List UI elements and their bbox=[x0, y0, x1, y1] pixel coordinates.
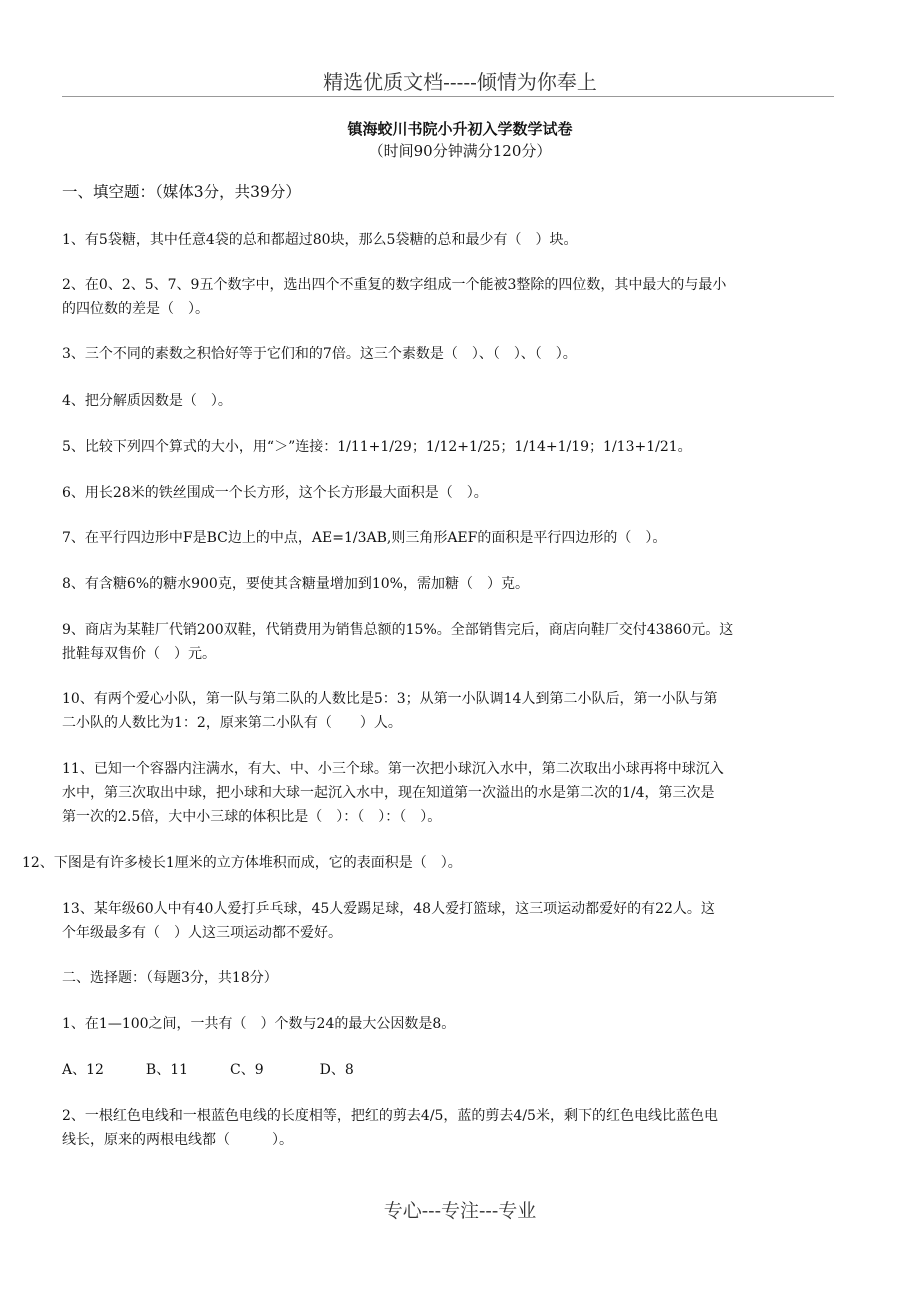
choice-question-1-options: A、12 B、11 C、9 D、8 bbox=[62, 1062, 354, 1078]
question-1: 1、有5袋糖，其中任意4袋的总和都超过80块，那么5袋糖的总和最少有（ ）块。 bbox=[62, 232, 578, 248]
question-11-line-1: 11、已知一个容器内注满水，有大、中、小三个球。第一次把小球沉入水中，第二次取出小球再将中球沉入 bbox=[62, 761, 724, 777]
question-12: 12、下图是有许多棱长1厘米的立方体堆积而成，它的表面积是（ ）。 bbox=[22, 855, 462, 871]
question-11-line-2: 水中，第三次取出中球，把小球和大球一起沉入水中，现在知道第一次溢出的水是第二次的1/4，第三次是 bbox=[62, 785, 715, 801]
question-2-line-1: 2、在0、2、5、7、9五个数字中，选出四个不重复的数字组成一个能被3整除的四位数，其中最大的与最小 bbox=[62, 277, 727, 293]
question-3: 3、三个不同的素数之积恰好等于它们和的7倍。这三个素数是（ ）、（ ）、（ ）。 bbox=[62, 346, 577, 362]
exam-title: 镇海蛟川书院小升初入学数学试卷 bbox=[347, 120, 573, 138]
choice-question-2-line-1: 2、一根红色电线和一根蓝色电线的长度相等，把红的剪去4/5，蓝的剪去4/5米，剩下的红色电线比蓝色电 bbox=[62, 1108, 718, 1124]
question-9-line-2: 批鞋每双售价（ ）元。 bbox=[62, 646, 216, 662]
page-header: 精选优质文档-----倾情为你奉上 bbox=[323, 70, 597, 94]
section-fill-in-heading: 一、填空题：（媒体3分，共39分） bbox=[62, 183, 301, 201]
question-4: 4、把分解质因数是（ ）。 bbox=[62, 393, 232, 409]
question-8: 8、有含糖6%的糖水900克，要使其含糖量增加到10%，需加糖（ ）克。 bbox=[62, 576, 529, 592]
question-11-line-3: 第一次的2.5倍，大中小三球的体积比是（ ）：（ ）：（ ）。 bbox=[62, 809, 442, 825]
page-footer: 专心---专注---专业 bbox=[383, 1200, 537, 1222]
header-divider bbox=[62, 96, 834, 97]
section-choice-heading: 二、选择题：（每题3分，共18分） bbox=[62, 970, 278, 986]
question-7: 7、在平行四边形中F是BC边上的中点，AE=1/3AB,则三角形AEF的面积是平行四边形的（ ）。 bbox=[62, 530, 667, 546]
exam-subtitle: （时间90分钟满分120分） bbox=[368, 142, 552, 160]
question-13-line-2: 个年级最多有（ ）人这三项运动都不爱好。 bbox=[62, 925, 342, 941]
choice-question-1: 1、在1—100之间，一共有（ ）个数与24的最大公因数是8。 bbox=[62, 1016, 456, 1032]
question-10-line-2: 二小队的人数比为1：2，原来第二小队有（ ）人。 bbox=[62, 715, 402, 731]
question-13-line-1: 13、某年级60人中有40人爱打乒乓球，45人爱踢足球，48人爱打篮球，这三项运动都爱好的有22人。这 bbox=[62, 901, 715, 917]
question-9-line-1: 9、商店为某鞋厂代销200双鞋，代销费用为销售总额的15%。全部销售完后，商店向鞋厂交付43860元。这 bbox=[62, 622, 734, 638]
choice-question-2-line-2: 线长，原来的两根电线都（ ）。 bbox=[62, 1132, 293, 1148]
question-6: 6、用长28米的铁丝围成一个长方形，这个长方形最大面积是（ ）。 bbox=[62, 485, 488, 501]
question-2-line-2: 的四位数的差是（ ）。 bbox=[62, 301, 209, 317]
question-5: 5、比较下列四个算式的大小，用“＞”连接：1/11+1/29；1/12+1/25；1/14+1/19；1/13+1/21。 bbox=[62, 439, 692, 455]
question-10-line-1: 10、有两个爱心小队，第一队与第二队的人数比是5：3；从第一小队调14人到第二小队后，第一小队与第 bbox=[62, 691, 718, 707]
